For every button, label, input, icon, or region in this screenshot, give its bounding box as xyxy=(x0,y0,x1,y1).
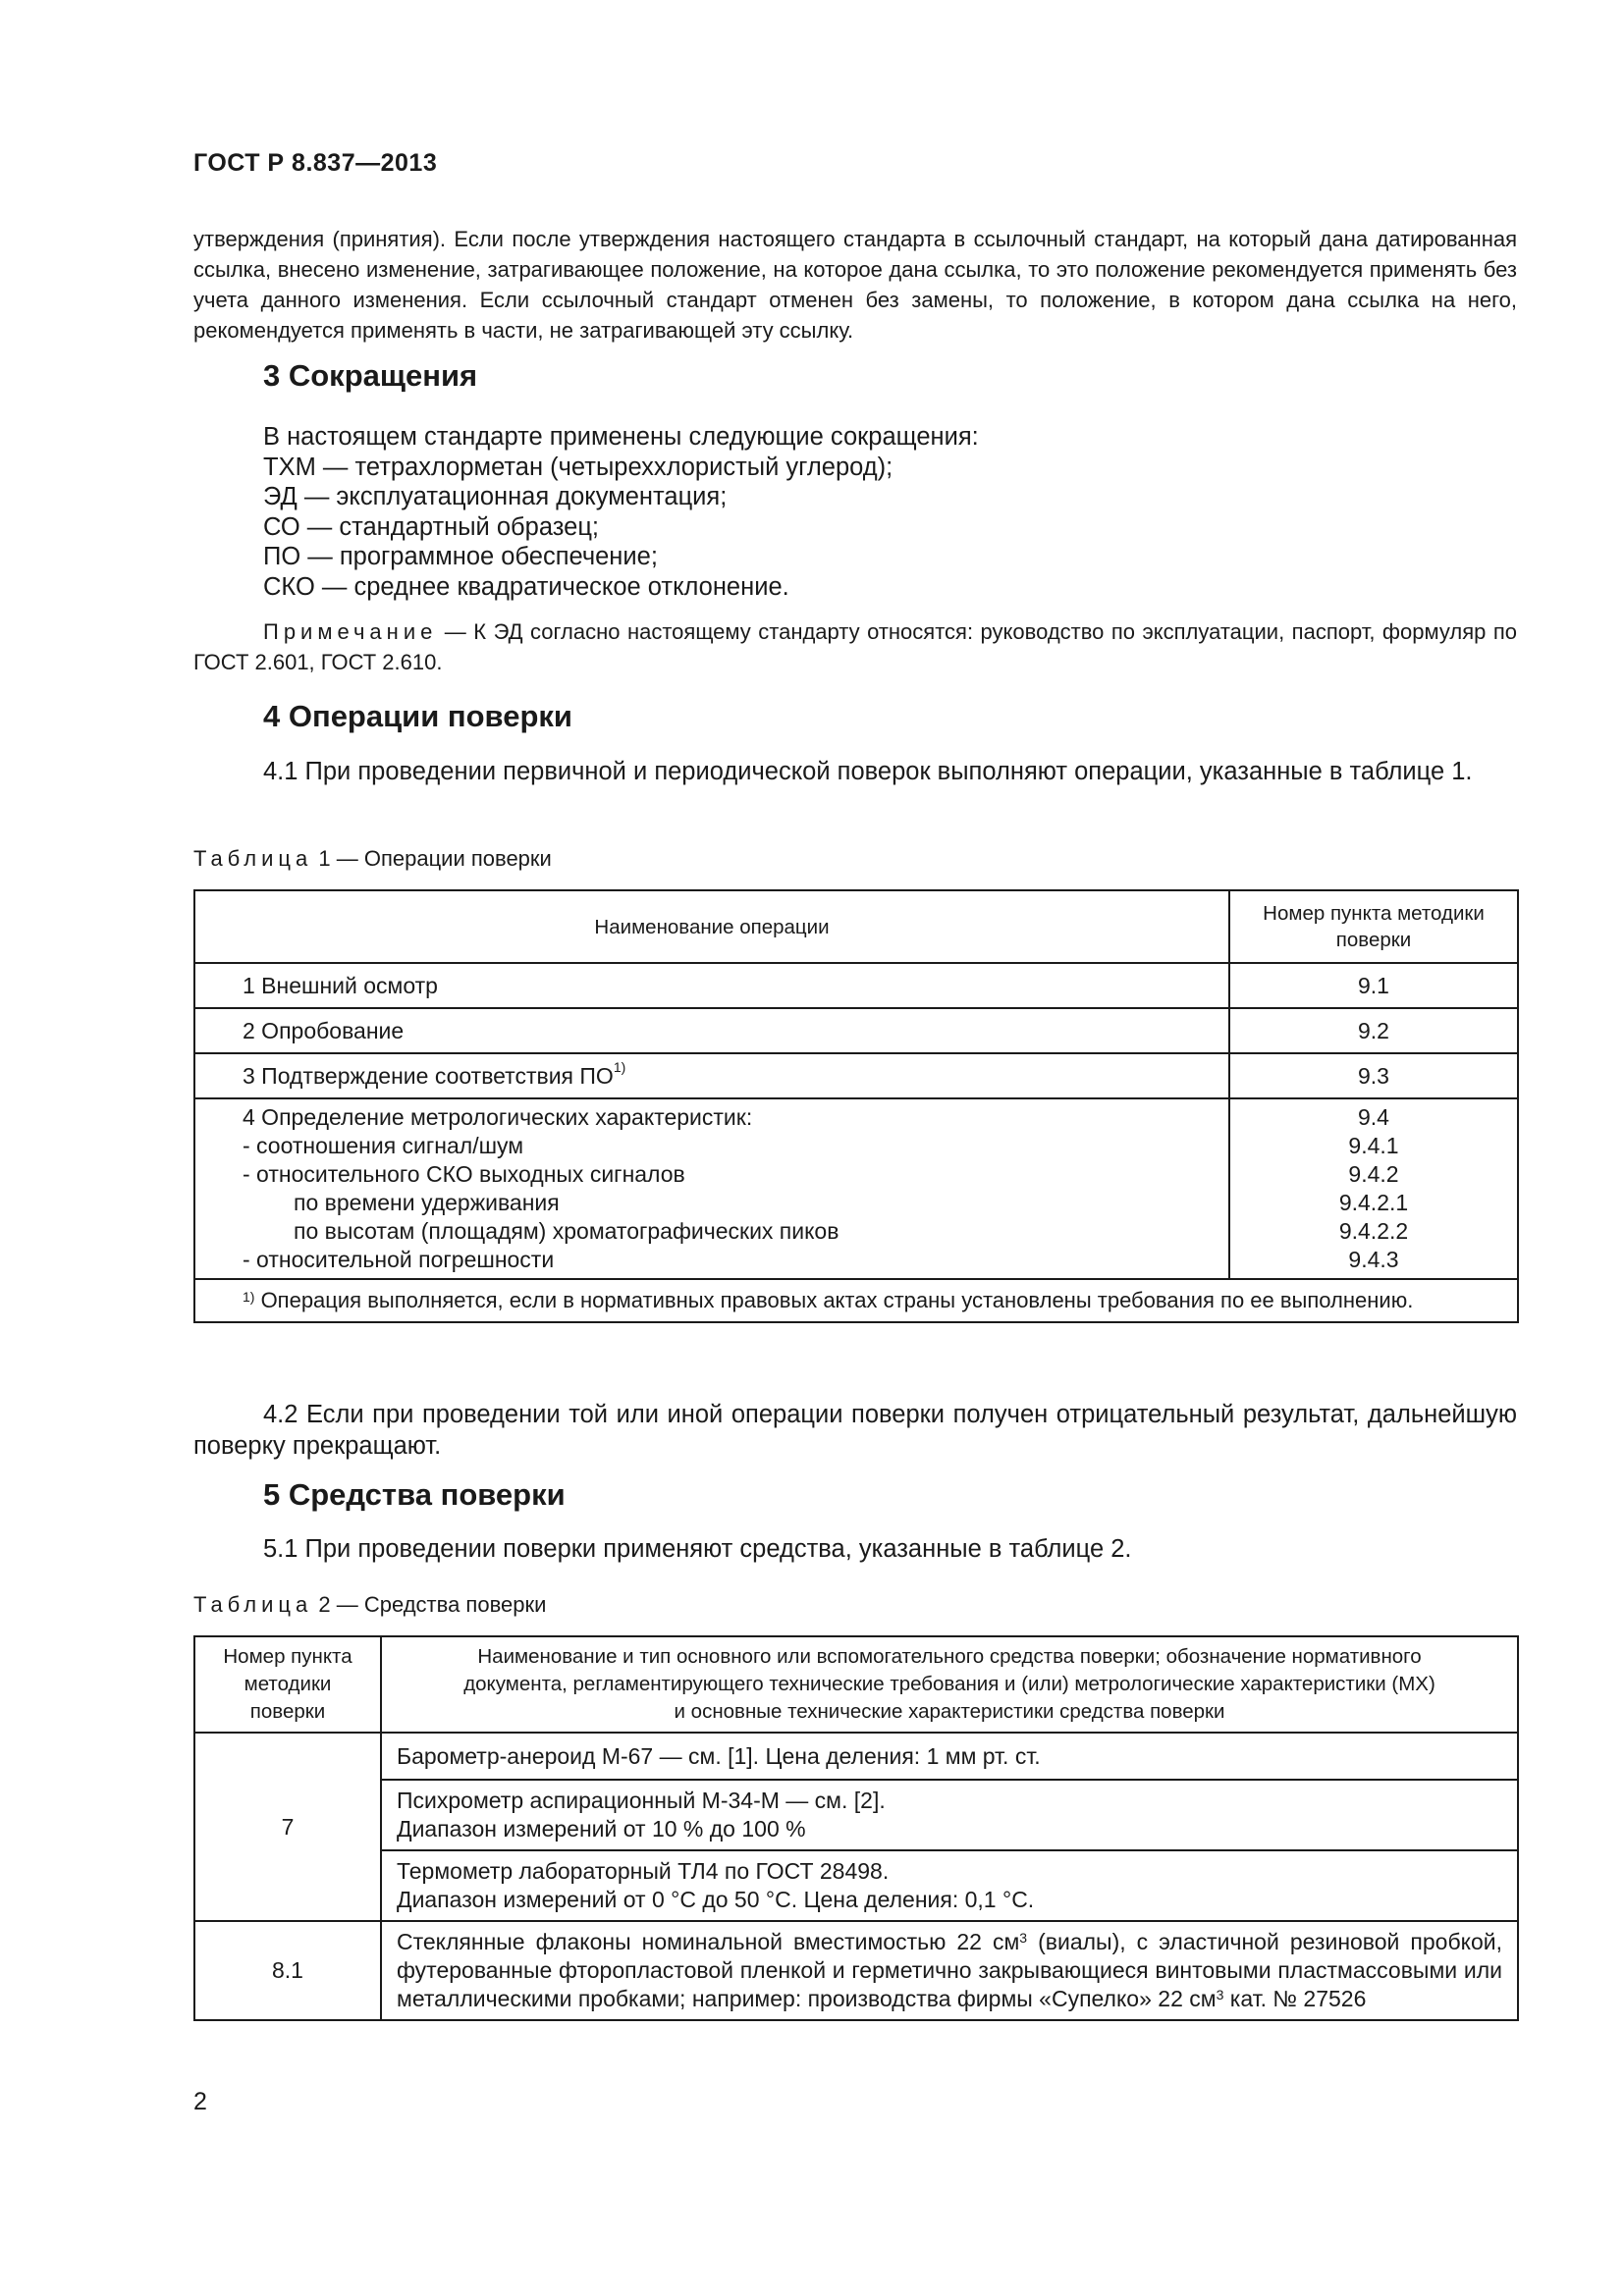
abbreviation-item: ТХМ — тетрахлорметан (четыреххлористый углерод); xyxy=(263,453,893,481)
table-row xyxy=(194,1053,1518,1098)
sub-operation: по высотам (площадям) хроматографических пиков xyxy=(294,1218,839,1244)
column-header-line: методики xyxy=(244,1673,332,1695)
operations-table xyxy=(193,889,1519,1323)
section-4-title: 4 Операции поверки xyxy=(263,699,572,733)
table-row xyxy=(194,1098,1518,1279)
note-label: Примечание xyxy=(263,619,438,644)
column-header-item-number xyxy=(1229,890,1518,963)
item-number-text: 9.4 xyxy=(1358,1104,1389,1130)
abbreviation-item: ПО — программное обеспечение; xyxy=(263,543,658,570)
footnote-ref: 1) xyxy=(613,1058,626,1075)
item-number xyxy=(1229,1098,1518,1279)
operation-name: 1 Внешний осмотр xyxy=(194,963,1229,1008)
operation-name: 2 Опробование xyxy=(194,1008,1229,1053)
table-1-caption-label: Таблица xyxy=(193,846,313,871)
abbreviation-item: СО — стандартный образец; xyxy=(263,512,600,541)
paragraph-4-2: 4.2 Если при проведении той или иной операции поверки получен отрицательный результат, дальнейшую поверку прекращают. xyxy=(193,1401,1517,1460)
column-header-line: Наименование и тип основного или вспомогательного средства поверки; обозначение нормативного xyxy=(477,1645,1422,1668)
table-2-caption-label: Таблица xyxy=(193,1592,313,1617)
abbreviations-lead: В настоящем стандарте применены следующие сокращения: xyxy=(263,423,979,451)
paragraph-4-1: 4.1 При проведении первичной и периодической поверок выполняют операции, указанные в таблице 1. xyxy=(263,758,1473,785)
operation-name-text: 3 Подтверждение соответствия ПО xyxy=(243,1062,614,1089)
column-header-line: и основные технические характеристики средства поверки xyxy=(674,1700,1225,1723)
item-number: 8.1 xyxy=(194,1921,381,2020)
description-line: Диапазон измерений от 10 % до 100 % xyxy=(397,1816,806,1842)
table-row xyxy=(194,1850,1518,1921)
table-header-row xyxy=(194,1636,1518,1733)
item-number-text: 9.4.2.2 xyxy=(1338,1218,1409,1244)
intro-paragraph: утверждения (принятия). Если после утверждения настоящего стандарта в ссылочный стандарт, на который дана датированная ссылка, внесено изменение, затрагивающее положение, на которое дана ссылка, то это положение рекомендуется применять без учета данного изменения. Если ссылочный стандарт отменен без замены, то положение, в котором дана ссылка на него, рекомендуется применять в части, не затрагивающей эту ссылку. xyxy=(193,227,1517,343)
column-header-line: Номер пункта xyxy=(223,1645,352,1668)
table-row xyxy=(194,1733,1518,1780)
item-number: 9.3 xyxy=(1229,1053,1518,1098)
table-footnote-row xyxy=(194,1279,1518,1322)
item-number: 7 xyxy=(194,1733,381,1921)
section-5-title: 5 Средства поверки xyxy=(263,1477,566,1512)
means-description xyxy=(381,1850,1518,1921)
sub-operation: - относительного СКО выходных сигналов xyxy=(243,1161,685,1187)
column-header-line: документа, регламентирующего технические требования и (или) метрологические характеристики (МХ) xyxy=(463,1673,1435,1695)
verification-means-table xyxy=(193,1635,1519,2021)
table-row xyxy=(194,1921,1518,2020)
page-number: 2 xyxy=(193,2088,207,2115)
table-row xyxy=(194,963,1518,1008)
table-2-caption xyxy=(193,1592,546,1618)
description-text: (виалы), с эластичной резиновой пробкой, футерованные фторопластовой пленкой и герметично закрывающиеся винтовыми пластмассовыми или металлическими пробками; например: производства фирмы «Супелко» 22 см xyxy=(397,1929,1502,2011)
description-text: Стеклянные флаконы номинальной вместимостью 22 см xyxy=(397,1929,1020,1954)
description-line: Термометр лабораторный ТЛ4 по ГОСТ 28498. xyxy=(397,1858,890,1884)
item-number: 9.2 xyxy=(1229,1008,1518,1053)
section-3-title: 3 Сокращения xyxy=(263,358,478,393)
footnote-mark: 1) xyxy=(243,1289,255,1305)
superscript: 3 xyxy=(1019,1930,1028,1946)
operation-name xyxy=(194,1053,1229,1098)
column-header-means xyxy=(381,1636,1518,1733)
means-description: Барометр-анероид М-67 — см. [1]. Цена деления: 1 мм рт. ст. xyxy=(381,1733,1518,1780)
table-2-caption-text: 2 — Средства поверки xyxy=(312,1592,547,1617)
description-line: Диапазон измерений от 0 °С до 50 °С. Цена деления: 0,1 °С. xyxy=(397,1887,1035,1912)
table-header-row xyxy=(194,890,1518,963)
means-description xyxy=(381,1780,1518,1850)
note-paragraph xyxy=(193,616,1517,677)
abbreviation-item: СКО — среднее квадратическое отклонение. xyxy=(263,572,789,601)
column-header-line: поверки xyxy=(249,1700,326,1723)
column-header-line: Номер пункта методики xyxy=(1263,902,1485,925)
description-line: Психрометр аспирационный М-34-М — см. [2]. xyxy=(397,1788,886,1813)
footnote-text: Операция выполняется, если в нормативных правовых актах страны установлены требования по ее выполнению. xyxy=(254,1288,1414,1312)
sub-operation: по времени удерживания xyxy=(294,1190,560,1215)
column-header-line: поверки xyxy=(1335,929,1412,951)
table-1-caption-text: 1 — Операции поверки xyxy=(312,846,552,871)
abbreviation-item: ЭД — эксплуатационная документация; xyxy=(263,483,728,510)
note-text: — К ЭД согласно настоящему стандарту относятся: руководство по эксплуатации, паспорт, формуляр по ГОСТ 2.601, ГОСТ 2.610. xyxy=(193,619,1517,674)
operation-name-text: 4 Определение метрологических характеристик: xyxy=(243,1104,753,1130)
abbreviations-list xyxy=(263,422,979,602)
description-text: кат. № 27526 xyxy=(1223,1986,1367,2011)
table-row xyxy=(194,1780,1518,1850)
means-description xyxy=(381,1921,1518,2020)
item-number-text: 9.4.1 xyxy=(1348,1133,1399,1158)
sub-operation: - соотношения сигнал/шум xyxy=(243,1133,524,1158)
table-footnote xyxy=(194,1279,1518,1322)
table-1-caption xyxy=(193,846,552,872)
item-number-text: 9.4.2.1 xyxy=(1338,1190,1409,1215)
item-number-text: 9.4.3 xyxy=(1348,1247,1399,1272)
paragraph-5-1: 5.1 При проведении поверки применяют средства, указанные в таблице 2. xyxy=(263,1535,1132,1563)
table-row xyxy=(194,1008,1518,1053)
superscript: 3 xyxy=(1216,1987,1224,2002)
column-header-item-number xyxy=(194,1636,381,1733)
operation-name xyxy=(194,1098,1229,1279)
document-header: ГОСТ Р 8.837—2013 xyxy=(193,149,438,177)
item-number-text: 9.4.2 xyxy=(1348,1161,1399,1187)
column-header-operation: Наименование операции xyxy=(194,890,1229,963)
item-number: 9.1 xyxy=(1229,963,1518,1008)
sub-operation: - относительной погрешности xyxy=(243,1247,555,1272)
